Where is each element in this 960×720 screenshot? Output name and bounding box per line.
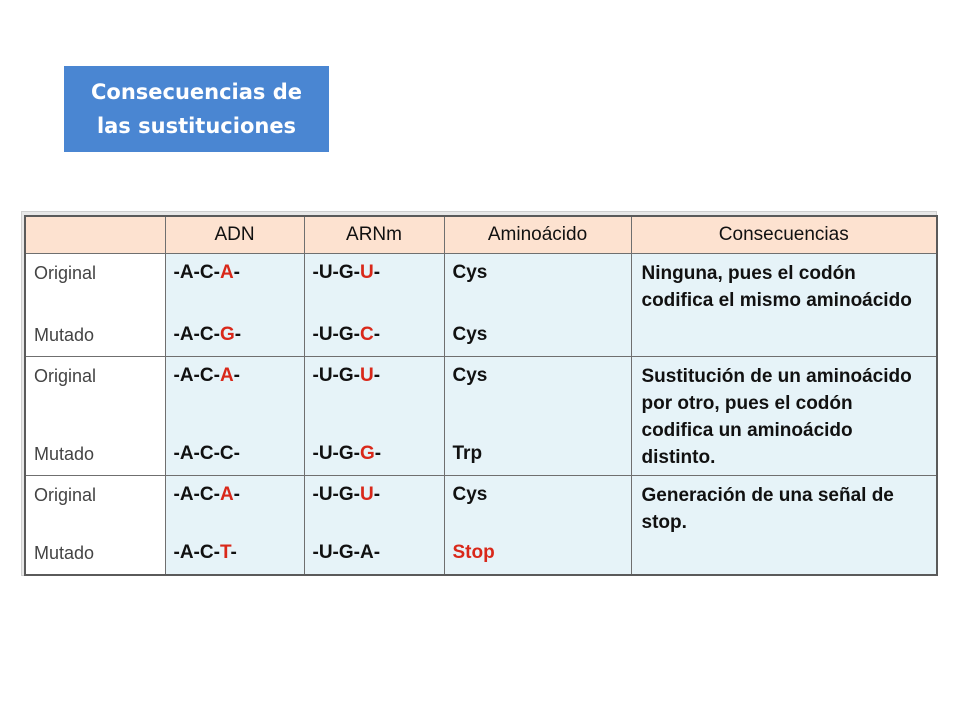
table-row	[25, 254, 937, 357]
substitution-table-frame	[21, 211, 937, 576]
header-aminoacido: Aminoácido	[444, 216, 631, 254]
table-header-row	[25, 216, 937, 254]
aa-mutado: Cys	[452, 324, 488, 345]
header-label	[25, 216, 165, 254]
original-label: Original	[34, 366, 97, 386]
row-labels	[25, 254, 165, 357]
arnm-mutado: -U-G-G-	[312, 443, 382, 464]
arnm-original: -U-G-U-	[312, 365, 381, 386]
header-adn: ADN	[165, 216, 304, 254]
consecuencia-text: Sustitución de un aminoácido por otro, pues el codón codifica un aminoácido distinto.	[641, 366, 912, 468]
adn-mutado: -A-C-G-	[173, 324, 242, 345]
aa-mutado-stop: Stop	[452, 542, 495, 563]
arnm-mutado: -U-G-A-	[312, 542, 381, 563]
adn-cell	[165, 476, 304, 576]
header-consecuencias: Consecuencias	[631, 216, 937, 254]
slide-title-line-1: Consecuencias de	[90, 80, 303, 104]
aa-original: Cys	[452, 484, 488, 505]
consecuencias-cell	[631, 476, 937, 576]
aa-mutado: Trp	[452, 443, 483, 464]
consecuencias-cell	[631, 254, 937, 357]
adn-original: -A-C-A-	[173, 484, 240, 505]
aa-original: Cys	[452, 365, 488, 386]
mutado-label: Mutado	[34, 325, 95, 345]
row-labels	[25, 476, 165, 576]
header-arnm: ARNm	[304, 216, 444, 254]
arnm-cell	[304, 357, 444, 476]
mutado-label: Mutado	[34, 444, 95, 464]
consecuencias-cell	[631, 357, 937, 476]
adn-mutado: -A-C-T-	[173, 542, 237, 563]
aminoacido-cell	[444, 254, 631, 357]
arnm-mutado: -U-G-C-	[312, 324, 381, 345]
table-row	[25, 476, 937, 576]
adn-original: -A-C-A-	[173, 365, 240, 386]
mutado-label: Mutado	[34, 543, 95, 563]
slide-title-line-2: las sustituciones	[96, 114, 297, 138]
arnm-cell	[304, 476, 444, 576]
original-label: Original	[34, 485, 97, 505]
slide-title	[64, 66, 329, 152]
table-row	[25, 357, 937, 476]
arnm-original: -U-G-U-	[312, 484, 381, 505]
substitution-table	[24, 215, 938, 576]
adn-mutado: -A-C-C-	[173, 443, 240, 464]
aminoacido-cell	[444, 476, 631, 576]
row-labels	[25, 357, 165, 476]
arnm-cell	[304, 254, 444, 357]
adn-cell	[165, 254, 304, 357]
aa-original: Cys	[452, 262, 488, 283]
adn-original: -A-C-A-	[173, 262, 240, 283]
arnm-original: -U-G-U-	[312, 262, 381, 283]
original-label: Original	[34, 263, 97, 283]
consecuencia-text: Generación de una señal de stop.	[641, 485, 894, 533]
consecuencia-text: Ninguna, pues el codón codifica el mismo aminoácido	[641, 263, 912, 311]
adn-cell	[165, 357, 304, 476]
aminoacido-cell	[444, 357, 631, 476]
